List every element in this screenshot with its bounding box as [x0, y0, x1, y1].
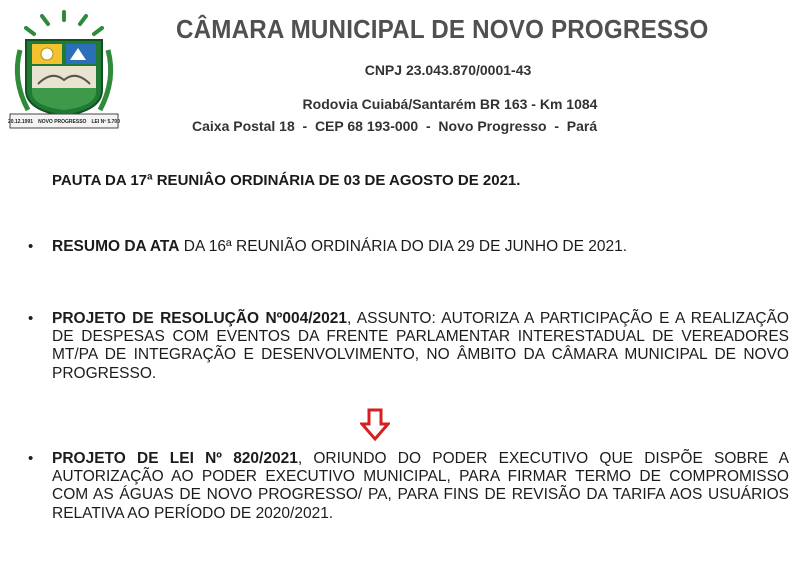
page-title: CÂMARA MUNICIPAL DE NOVO PROGRESSO — [176, 14, 709, 44]
agenda-item — [28, 450, 789, 523]
agenda-item-heading: PROJETO DE RESOLUÇÃO Nº004/2021 — [52, 310, 347, 327]
address-line-2: Caixa Postal 18 - CEP 68 193-000 - Novo Progresso - Pará — [192, 118, 598, 134]
agenda-item-heading: PROJETO DE LEI Nº 820/2021 — [52, 450, 298, 467]
down-arrow-icon — [360, 408, 390, 442]
seal-banner-date: 20.12.1991 — [8, 119, 34, 125]
seal-banner-name: NOVO PROGRESSO — [38, 119, 87, 125]
agenda-item-text: DA 16ª REUNIÃO ORDINÁRIA DO DIA 29 DE JUNHO DE 2021. — [179, 238, 628, 255]
agenda-item-text: , ORIUNDO DO PODER EXECUTIVO QUE DISPÕE SOBRE A AUTORIZAÇÃO AO PODER EXECUTIVO MUNICIPAL, PARA FIRMAR TERMO DE COMPROMISSO COM AS ÁGUAS DE NOVO PROGRESSO/ PA, PARA FINS DE REVISÃO DA TARIFA AOS USUÁRIOS RELATIVA AO PERÍODO DE 2020/2021. — [52, 450, 789, 522]
cnpj-line: CNPJ 23.043.870/0001-43 — [364, 62, 532, 78]
bullet: • — [28, 238, 34, 255]
agenda-title: PAUTA DA 17ª REUNIÂO ORDINÁRIA DE 03 DE AGOSTO DE 2021. — [52, 172, 521, 189]
agenda-item — [28, 310, 789, 383]
agenda-item — [28, 238, 789, 256]
address-line-1: Rodovia Cuiabá/Santarém BR 163 - Km 1084 — [302, 96, 598, 112]
seal-banner — [8, 116, 120, 128]
bullet: • — [28, 450, 34, 467]
seal-banner-law: LEI Nº 5.700 — [91, 119, 120, 125]
agenda-item-text: , ASSUNTO: AUTORIZA A PARTICIPAÇÃO E A REALIZAÇÃO DE DESPESAS COM EVENTOS DA FRENTE PARLAMENTAR INTERESTADUAL DE VEREADORES MT/PA DE INTEGRAÇÃO E DESENVOLVIMENTO, NO ÂMBITO DA CÂMARA MUNICIPAL DE NOVO PROGRESSO. — [52, 310, 789, 382]
agenda-item-heading: RESUMO DA ATA — [52, 238, 180, 255]
bullet: • — [28, 310, 34, 327]
